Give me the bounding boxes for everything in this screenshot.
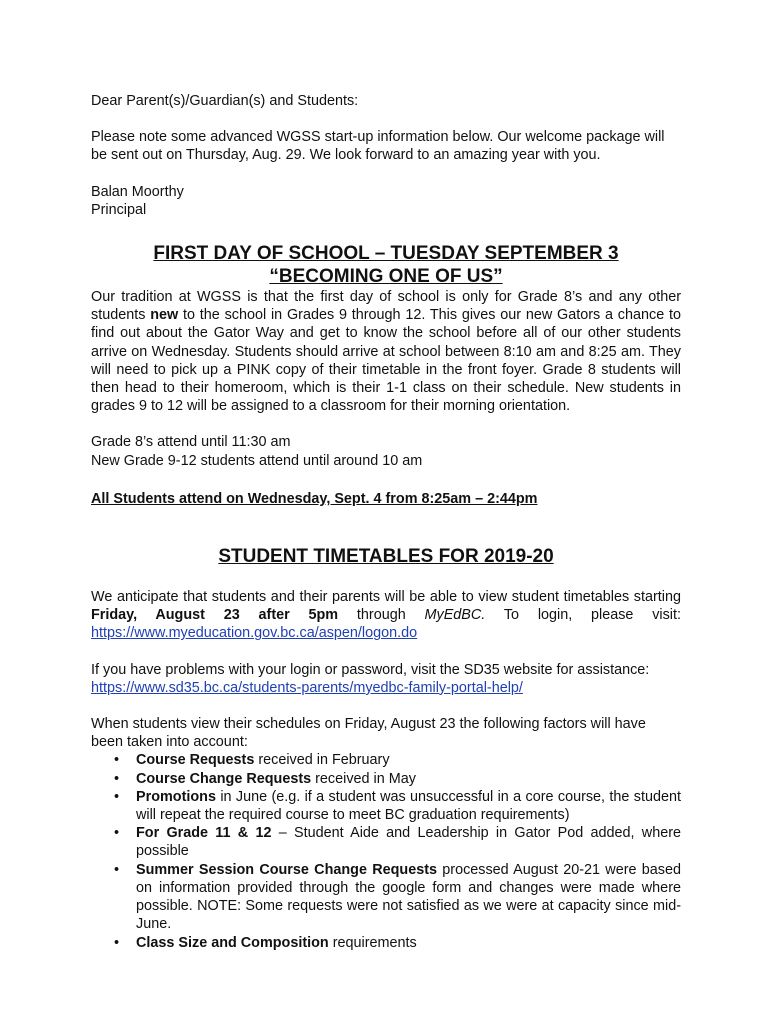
first-day-heading-line2: “BECOMING ONE OF US” [269,265,503,287]
factor-title: Promotions [136,788,216,805]
factor-text: in June (e.g. if a student was unsuccessful in a core course, the student will repeat the required course to meet BC graduation requirements) [136,788,681,824]
timetables-text-c: To login, please visit: [485,607,681,624]
first-day-heading [91,243,681,288]
first-day-heading-line1: FIRST DAY OF SCHOOL – TUESDAY SEPTEMBER 3 [153,243,619,265]
factor-title: Summer Session Course Change Requests [136,861,437,878]
factors-intro: When students view their schedules on Friday, August 23 the following factors will have been taken into account: [91,716,646,751]
greeting: Dear Parent(s)/Guardian(s) and Students: [91,93,359,109]
factor-text: – Student Aide and Leadership in Gator Pod added, where possible [136,825,681,860]
factor-title: Course Change Requests [136,770,312,787]
factor-text: received in May [311,770,416,787]
new-emphasis: new [150,307,179,324]
list-item [114,934,681,952]
letter-page [91,92,681,952]
bullet-icon: • [114,788,120,805]
timetable-date: Friday, August 23 after 5pm [91,607,339,624]
intro-paragraph: Please note some advanced WGSS start-up information below. Our welcome package will be sent out on Thursday, Aug. 29. We look forward to an amazing year with you. [91,129,665,164]
help-paragraph [91,661,681,697]
list-item [114,788,681,824]
grade8-time: Grade 8’s attend until 11:30 am [91,434,291,451]
bullet-icon: • [114,752,120,769]
timetables-paragraph [91,588,681,643]
timetables-text-a: We anticipate that students and their parents will be able to view student timetables starting [91,589,681,606]
sd35-help-link[interactable]: https://www.sd35.bc.ca/students-parents/myedbc-family-portal-help/ [91,679,523,696]
bullet-icon: • [114,861,120,878]
list-item [114,861,681,934]
factor-title: Course Requests [136,752,255,769]
factor-text: received in February [254,752,390,769]
first-day-text-b: to the school in Grades 9 through 12. This gives our new Gators a chance to find out about the Gator Way and get to know the school before all of our other students arrive on Wednesday. Students should arrive at school between 8:10 am and 8:25 am. They will need to pick up a PINK copy of their timetable in the front foyer. Grade 8 students will then head to their homeroom, which is their 1-1 class on their schedule. New students in grades 9 to 12 will be assigned to a classroom for their morning orientation. [91,307,681,415]
timetables-heading: STUDENT TIMETABLES FOR 2019-20 [218,546,554,568]
factor-title: Class Size and Composition [136,934,329,951]
signature-title: Principal [91,201,147,218]
timetables-text-b: through [338,607,425,624]
first-day-paragraph [91,288,681,415]
signature-name: Balan Moorthy [91,183,184,200]
bullet-icon: • [114,934,120,951]
bullet-icon: • [114,825,120,842]
factor-title: For Grade 11 & 12 [136,825,272,842]
factor-text: requirements [328,934,417,951]
myedbc-name: MyEdBC. [424,607,486,624]
all-students-notice: All Students attend on Wednesday, Sept. 4 from 8:25am – 2:44pm [91,490,538,507]
first-day-text-a: Our tradition at WGSS is that the first day of school is only for Grade 8’s and any other students [91,289,681,324]
bullet-icon: • [114,770,120,787]
list-item [114,824,681,860]
list-item [114,770,681,788]
new-students-time: New Grade 9-12 students attend until around 10 am [91,452,423,469]
help-text: If you have problems with your login or password, visit the SD35 website for assistance: [91,661,650,678]
myeducation-login-link[interactable]: https://www.myeducation.gov.bc.ca/aspen/logon.do [91,625,418,642]
factor-text: processed August 20-21 were based on information provided through the google form and changes were made where possible. NOTE: Some requests were not satisfied as we were at capacity since mid-June. [136,861,681,933]
list-item [114,751,681,769]
factors-list [91,751,681,951]
